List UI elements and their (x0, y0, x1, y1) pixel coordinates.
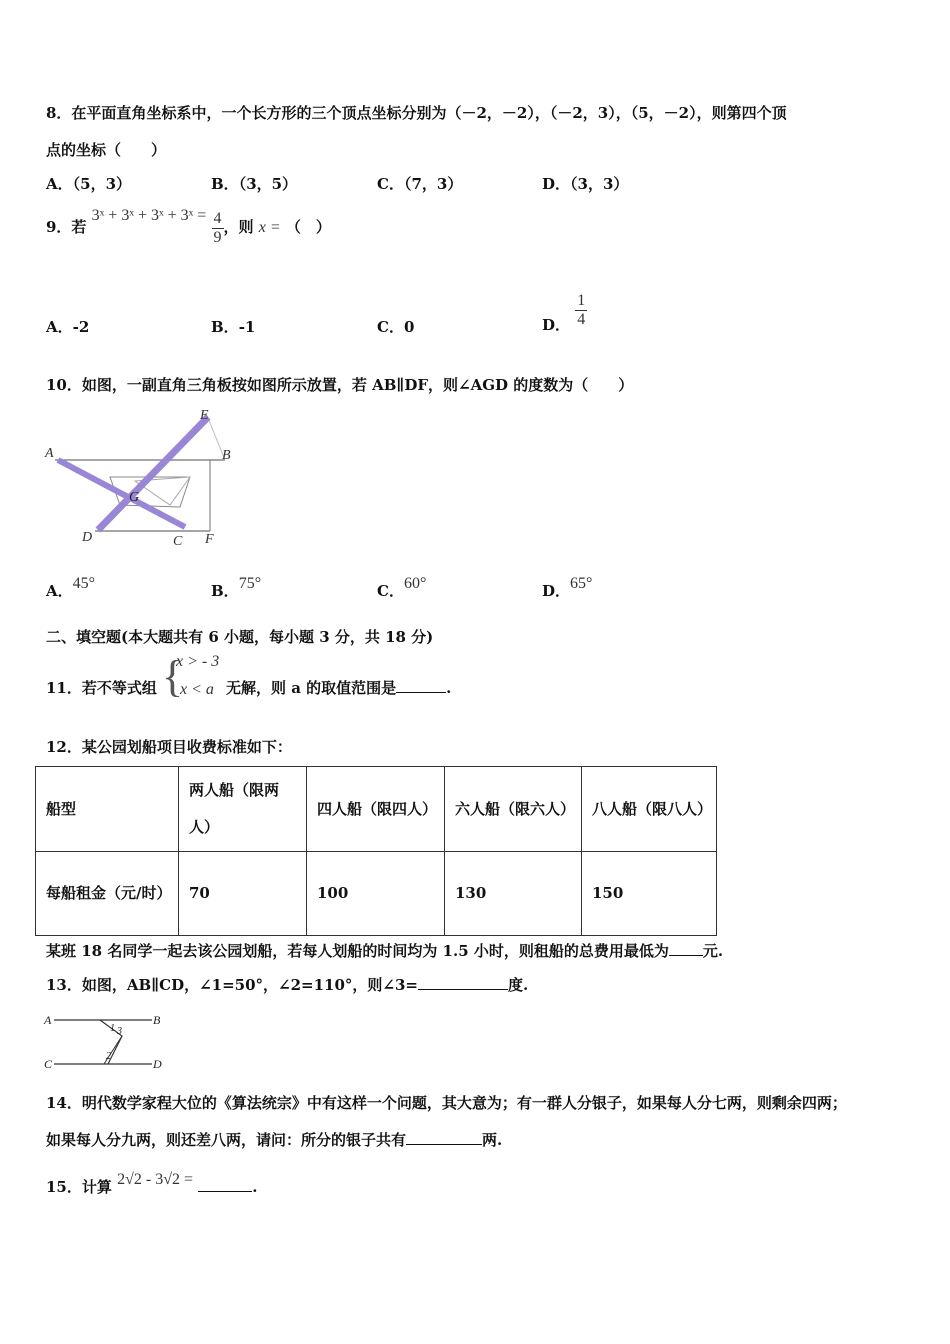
q8-stem-line2: 点的坐标（ ） (46, 141, 167, 159)
table-cell: 船型 (36, 767, 179, 852)
q15-stem: 15．计算 2√2 - 3√2 = . (46, 1171, 258, 1196)
q12-answer-blank[interactable] (669, 955, 703, 956)
q15-expression: 2√2 - 3√2 = (117, 1171, 194, 1188)
q8-option-c: C．（7，3） (377, 175, 463, 193)
q9-option-b: B．-1 (211, 318, 256, 336)
q13-label-b: B (153, 1013, 161, 1027)
table-cell: 八人船（限八人） (582, 767, 717, 852)
q15-answer-blank[interactable] (198, 1191, 252, 1192)
q11-answer-blank[interactable] (396, 692, 446, 693)
q13-answer-blank[interactable] (418, 989, 508, 990)
q14-answer-blank[interactable] (406, 1144, 482, 1145)
q13-label-angle-1: 1 (110, 1023, 115, 1034)
q8-stem-line1: 8．在平面直角坐标系中，一个长方形的三个顶点坐标分别为（－2，－2），（－2，3），（5，－2），则第四个顶 (46, 104, 787, 122)
q10-label-b: B (222, 448, 231, 463)
q10-label-a: A (45, 446, 54, 461)
q9-stem: 9．若 3ˣ + 3ˣ + 3ˣ + 3ˣ = $\frac{4}{9}$ ，则 x = （ ） (46, 207, 331, 246)
q8-option-a: A．（5，3） (46, 175, 132, 193)
q13-label-c: C (44, 1057, 53, 1071)
q12-fee-table (35, 766, 717, 936)
q8-option-d: D．（3，3） (542, 175, 629, 193)
q11-brace: { (162, 652, 184, 701)
q13-label-a: A (44, 1013, 52, 1027)
q9-prefix: 9．若 (46, 218, 87, 236)
section2-heading: 二、填空题(本大题共有 6 小题，每小题 3 分，共 18 分) (46, 628, 434, 646)
q11-prefix: 11．若不等式组 (46, 679, 157, 697)
q9-fraction: $\frac{4}{9}$ (213, 209, 222, 246)
q10-option-a: A．45° (46, 575, 96, 600)
q9-option-d: D． $\frac{1}{4}$ (542, 292, 586, 334)
table-cell: 六人船（限六人） (445, 767, 582, 852)
table-cell: 150 (582, 852, 717, 936)
q11-inequality-1: x > - 3 (176, 653, 220, 670)
q8-option-b: B．（3，5） (211, 175, 298, 193)
table-row (36, 767, 717, 852)
q13-label-angle-2: 2 (106, 1051, 111, 1062)
q13-label-d: D (153, 1057, 162, 1071)
table-cell: 70 (179, 852, 307, 936)
q10-stem: 10．如图，一副直角三角板按如图所示放置，若 AB∥DF，则∠AGD 的度数为（ ） (46, 376, 634, 394)
q10-figure (40, 405, 245, 550)
table-cell: 130 (445, 852, 582, 936)
q10-label-c: C (173, 534, 183, 549)
q14-stem-line2: 如果每人分九两，则还差八两，请问：所分的银子共有 两. (46, 1131, 503, 1149)
q10-label-d: D (82, 530, 93, 545)
table-row (36, 852, 717, 936)
q10-label-e: E (200, 408, 209, 423)
table-cell: 两人船（限两人） (179, 767, 307, 852)
q11-inequality-2: x < a (180, 681, 214, 698)
q10-option-c: C．60° (377, 575, 427, 600)
table-cell: 100 (307, 852, 445, 936)
q9-paren: （ ） (285, 218, 331, 236)
q10-option-b: B．75° (211, 575, 262, 600)
q9-option-c: C．0 (377, 318, 415, 336)
q10-label-g: G (129, 490, 140, 505)
table-cell: 四人船（限四人） (307, 767, 445, 852)
q9-expression: 3ˣ + 3ˣ + 3ˣ + 3ˣ = (91, 207, 207, 224)
q13-stem: 13．如图，AB∥CD，∠1=50°，∠2=110°，则∠3= 度. (46, 976, 529, 994)
q9-option-d-fraction: $\frac{1}{4}$ (577, 292, 586, 328)
q13-label-angle-3: 3 (117, 1026, 122, 1037)
q12-stem: 12．某公园划船项目收费标准如下： (46, 738, 292, 756)
q10-option-d: D．65° (542, 575, 593, 600)
q10-thick-bar-ac (58, 460, 185, 527)
q14-stem-line1: 14．明代数学家程大位的《算法统宗》中有这样一个问题，其大意为；有一群人分银子，如果每人分七两，则剩余四两； (46, 1094, 847, 1112)
q10-label-f: F (205, 532, 214, 547)
q9-option-a: A．-2 (46, 318, 90, 336)
q12-followup: 某班 18 名同学一起去该公园划船，若每人划船的时间均为 1.5 小时，则租船的总费用最低为 元. (46, 942, 724, 960)
q11-suffix: 无解，则 a 的取值范围是 . (226, 679, 452, 697)
table-cell: 每船租金（元/时） (36, 852, 179, 936)
q9-variable: x = (258, 219, 281, 236)
q13-figure (40, 1010, 170, 1072)
